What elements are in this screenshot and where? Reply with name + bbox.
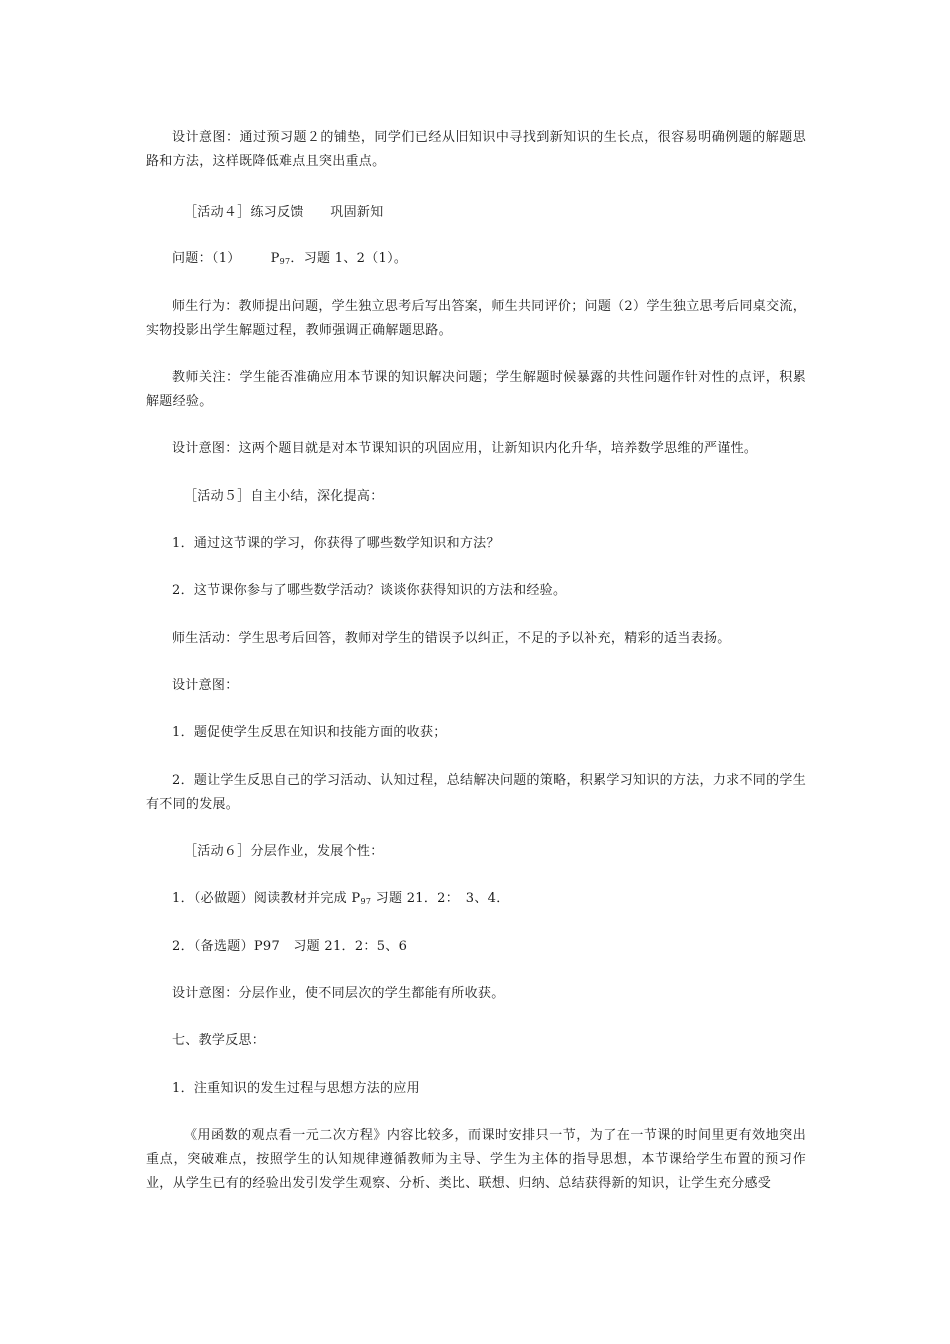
question-line <box>146 247 806 274</box>
reflection-body: 《用函数的观点看一元二次方程》内容比较多，而课时安排只一节，为了在一节课的时间里更有效地突出重点，突破难点，按照学生的认知规律遵循教师为主导、学生为主体的指导思想，本节课给学生布置的预习作业，从学生已有的经验出发引发学生观察、分析、类比、联想、归纳、总结获得新的知识，让学生充分感受 <box>146 1128 806 1191</box>
question-prefix: 问题：（1） <box>172 251 241 266</box>
homework-required-prefix: 1．（必做题）阅读教材并完成 P <box>172 891 361 906</box>
question-page-sub: 97 <box>279 257 291 266</box>
teacher-focus-paragraph: 教师关注：学生能否准确应用本节课的知识解决问题；学生解题时候暴露的共性问题作针对性的点评，积累解题经验。 <box>146 370 806 409</box>
design-intent-paragraph-2: 设计意图：这两个题目就是对本节课知识的巩固应用，让新知识内化升华，培养数学思维的严谨性。 <box>172 441 758 456</box>
question-page: P <box>270 251 280 266</box>
homework-optional: 2．（备选题）P97 习题 21．2：5、6 <box>172 939 408 954</box>
homework-required <box>146 887 806 914</box>
summary-question-1: 1．通过这节课的学习，你获得了哪些数学知识和方法？ <box>172 536 500 551</box>
design-intent-paragraph-1: 设计意图：通过预习题２的铺垫，同学们已经从旧知识中寻找到新知识的生长点，很容易明确例题的解题思路和方法，这样既降低难点且突出重点。 <box>146 130 806 169</box>
activity-5-heading: ［活动５］自主小结，深化提高： <box>184 489 384 504</box>
design-intent-item-1: 1．题促使学生反思在知识和技能方面的收获； <box>172 725 447 740</box>
section-7-heading: 七、教学反思： <box>172 1033 266 1048</box>
homework-required-sub: 97 <box>360 897 372 906</box>
design-intent-paragraph-4: 设计意图：分层作业，使不同层次的学生都能有所收获。 <box>172 986 505 1001</box>
activity-6-heading: ［活动６］分层作业，发展个性： <box>184 844 384 859</box>
activity-4-heading: ［活动４］练习反馈 巩固新知 <box>184 205 384 220</box>
design-intent-label-3: 设计意图： <box>172 678 239 693</box>
summary-question-2: 2．这节课你参与了哪些数学活动？谈谈你获得知识的方法和经验。 <box>172 583 567 598</box>
teacher-student-behavior-paragraph: 师生行为：教师提出问题，学生独立思考后写出答案，师生共同评价；问题（2）学生独立思考后同桌交流，实物投影出学生解题过程，教师强调正确解题思路。 <box>146 299 806 338</box>
teacher-student-activity-paragraph: 师生活动：学生思考后回答，教师对学生的错误予以纠正，不足的予以补充，精彩的适当表扬。 <box>172 631 731 646</box>
reflection-point-1: 1．注重知识的发生过程与思想方法的应用 <box>172 1081 420 1096</box>
homework-required-suffix: 习题 21．2： 3、4． <box>371 891 510 906</box>
question-suffix: ．习题 1、2（1）。 <box>290 251 408 266</box>
design-intent-item-2: 2．题让学生反思自己的学习活动、认知过程，总结解决问题的策略，积累学习知识的方法，力求不同的学生有不同的发展。 <box>146 773 806 812</box>
